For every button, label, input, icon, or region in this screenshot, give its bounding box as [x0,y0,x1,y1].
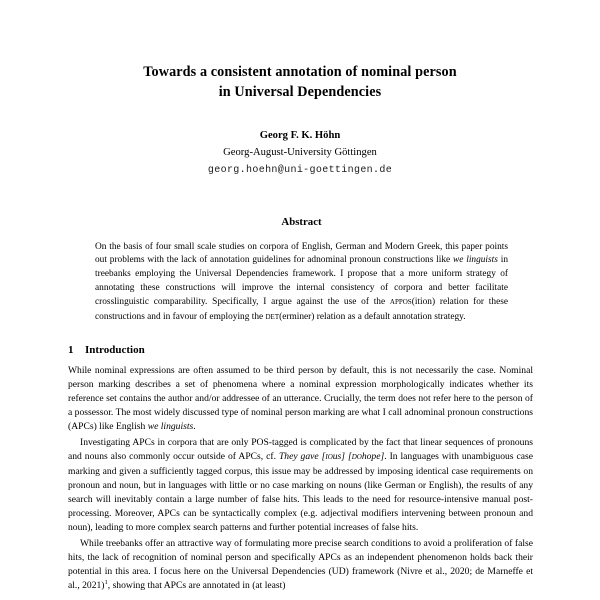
author-name: Georg F. K. Höhn [259,130,341,142]
abstract-example-1: we linguists [453,255,498,266]
paragraph-3 [68,537,533,594]
paragraph-3-text-1: While treebanks offer an attractive way of formulating more precise search conditions to avoid a proliferation of false hits, the lack of recognition of nominal person and specifically APCs as an independent phenomenon holds back their potential in this area. I focus here on the Universal Dependencies (UD) framework (Nivre et al., 2020; de Marneffe et al., 2021) [68,538,533,592]
paragraph-2-text-do: hope [361,451,381,463]
abstract-relation-appos: appos [389,296,412,308]
paragraph-1-text-1: While nominal expressions are often assumed to be third person by default, this is not necessarily the case. Nominal person marking describes a set of phenomena where a nominal expression morphologically indicates whether its reference set contains the author and/or addressee of an utterance. Crucially, the term does not refer here to the person of a possessor. The most widely discussed type of nominal person marking are what I call adnominal pronoun constructions (APCs) like English [68,364,533,433]
abstract-text-4: (erminer) relation as a default annotation strategy. [279,312,466,323]
title-block [0,0,600,176]
paragraph-2-bracket-close-do: ] [380,451,385,463]
paragraph-2-bracket-close-io: ] [341,451,346,463]
paragraph-2-bracket-open-do: [ [347,451,352,463]
paragraph-2-bracket-open-io: [ [321,451,326,463]
abstract-text-3: (ition) relation for these constructions and in favour of employing the [95,297,509,323]
paragraph-2-text-io: us [332,451,342,463]
author-email[interactable]: georg.hoehn@uni-goettingen.de [207,164,393,176]
paragraph-1-text-2: . [193,421,196,433]
footnote-marker-1[interactable]: 1 [104,579,108,587]
page-title [85,62,515,102]
abstract-text-2: in treebanks employing the Universal Dependencies framework. I propose that a more uniform strategy of annotating these constructions will improve the internal consistency of corpora and better facilitate crosslinguistic comparability. Specifically, I argue against the use of the [95,255,509,308]
author-affiliation: Georg-August-University Göttingen [223,147,377,159]
introduction-section [0,344,600,594]
abstract-body [95,241,508,325]
abstract-heading: Abstract [281,215,322,228]
paragraph-2-label-io: io [325,451,333,463]
section-heading-introduction [68,344,533,356]
paragraph-2 [68,436,533,536]
author-block [0,128,600,175]
abstract-text-1: On the basis of four small scale studies on corpora of English, German and Modern Greek, this paper points out problems with the lack of annotation guidelines for adnominal pronoun constructions like [95,241,508,266]
paragraph-2-example-verb: They gave [278,451,322,463]
paragraph-1-example: we linguists [147,421,194,433]
paragraph-1 [68,364,533,435]
section-title: Introduction [85,343,145,356]
paragraph-2-label-do: do [351,451,362,463]
title-line-2: in Universal Dependencies [218,84,382,101]
title-line-1: Towards a consistent annotation of nominal person [143,64,457,80]
abstract-section [0,216,600,325]
paragraph-2-text-2: . In languages with unambiguous case marking and given a sufficiently tagged corpus, this issue may be addressed by imposing identical case requirements on pronoun and noun, but in languages with little or no case marking on nouns (like German or English), the results of any search will inevitably contain a large number of false hits. This leads to the need for resource-intensive manual post-processing. Moreover, APCs can be syntactically complex (e.g. adjectival modifiers intervening between pronoun and noun), leading to more complex search patterns and further potential increases of false hits. [68,451,533,534]
paragraph-3-text-2: , showing that APCs are annotated in (at least) [107,580,286,592]
paragraph-2-text-1: Investigating APCs in corpora that are only POS-tagged is complicated by the fact that linear sequences of pronouns and nouns also commonly occur outside of APCs, cf. [68,436,533,463]
abstract-relation-det: det [265,311,280,323]
section-number: 1 [68,343,74,356]
